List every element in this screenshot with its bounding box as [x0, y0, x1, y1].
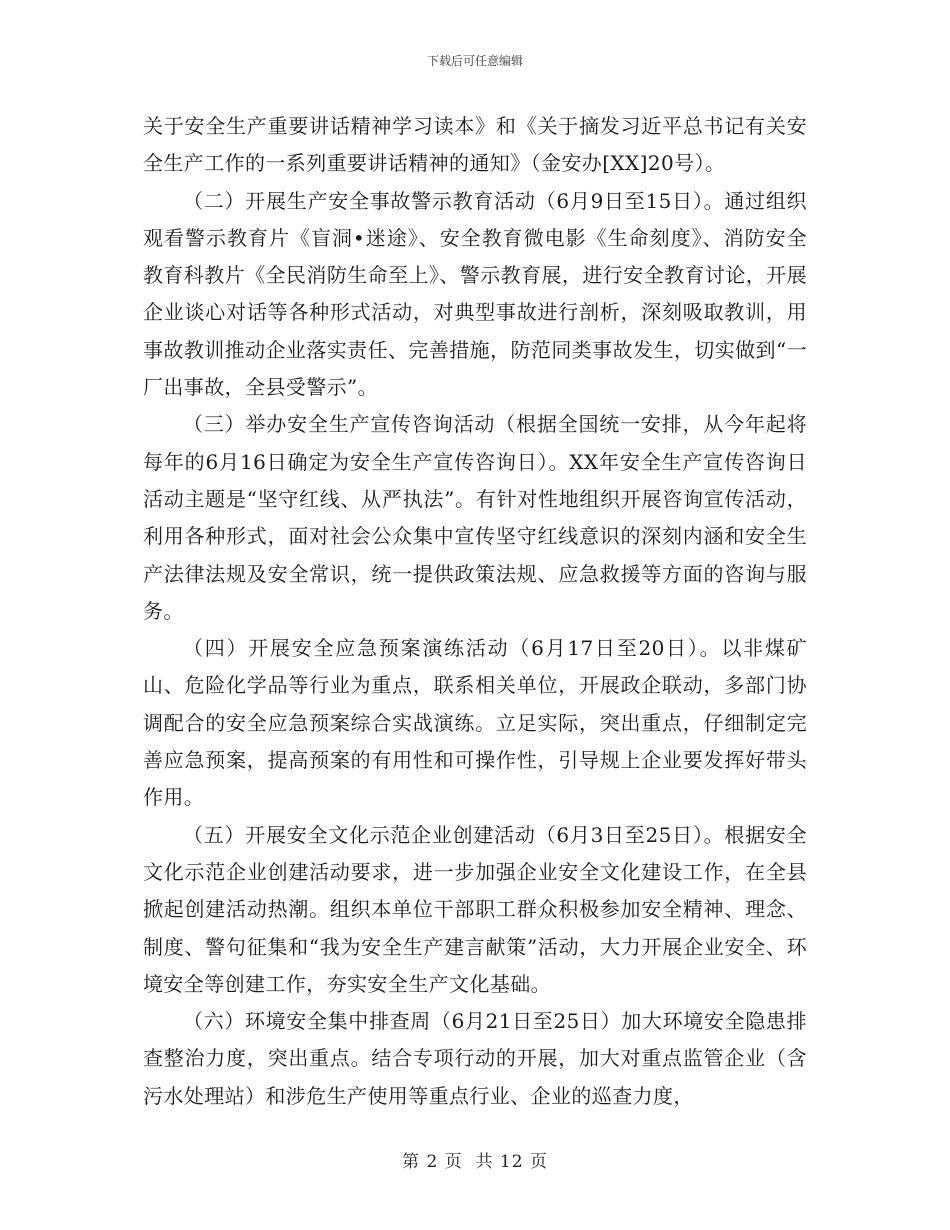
- paragraph-section-2: （二）开展生产安全事故警示教育活动（6月9日至15日）。通过组织观看警示教育片《盲洞•迷途》、安全教育微电影《生命刻度》、消防安全教育科教片《全民消防生命至上》、警示教育展，进行安全教育讨论，开展企业谈心对话等各种形式活动，对典型事故进行剖析，深刻吸取教训，用事故教训推动企业落实责任、完善措施，防范同类事故发生，切实做到“一厂出事故，全县受警示”。: [143, 188, 807, 400]
- footer-total-pages: 12: [499, 1152, 524, 1172]
- footer-prefix: 第: [402, 1152, 421, 1172]
- page-footer: [0, 1147, 950, 1172]
- paragraph-section-4: （四）开展安全应急预案演练活动（6月17日至20日）。以非煤矿山、危险化学品等行业为重点，联系相关单位，开展政企联动，多部门协调配合的安全应急预案综合实战演练。立足实际，突出重点，仔细制定完善应急预案，提高预案的有用性和可操作性，引导规上企业要发挥好带头作用。: [143, 636, 807, 810]
- paragraph-continuation: 关于安全生产重要讲话精神学习读本》和《关于摘发习近平总书记有关安全生产工作的一系列重要讲话精神的通知》（金安办[XX]20号）。: [143, 114, 807, 176]
- paragraph-section-5: （五）开展安全文化示范企业创建活动（6月3日至25日）。根据安全文化示范企业创建活动要求，进一步加强企业安全文化建设工作，在全县掀起创建活动热潮。组织本单位干部职工群众积极参加安全精神、理念、制度、警句征集和“我为安全生产建言献策”活动，大力开展企业安全、环境安全等创建工作，夯实安全生产文化基础。: [143, 822, 807, 996]
- footer-suffix: 页: [529, 1152, 548, 1172]
- document-body: [143, 108, 807, 1115]
- page-header-note: 下载后可任意编辑: [426, 54, 523, 68]
- footer-current-page: 2: [426, 1152, 439, 1172]
- paragraph-section-6: （六）环境安全集中排查周（6月21日至25日）加大环境安全隐患排查整治力度，突出重点。结合专项行动的开展，加大对重点监管企业（含污水处理站）和涉危生产使用等重点行业、企业的巡查力度，: [143, 1009, 807, 1108]
- footer-mid: 页 共: [444, 1152, 494, 1172]
- paragraph-section-3: （三）举办安全生产宣传咨询活动（根据全国统一安排，从今年起将每年的6月16日确定为安全生产宣传咨询日）。XX年安全生产宣传咨询日活动主题是“坚守红线、从严执法”。有针对性地组织开展咨询宣传活动，利用各种形式，面对社会公众集中宣传坚守红线意识的深刻内涵和安全生产法律法规及安全常识，统一提供政策法规、应急救援等方面的咨询与服务。: [143, 412, 807, 623]
